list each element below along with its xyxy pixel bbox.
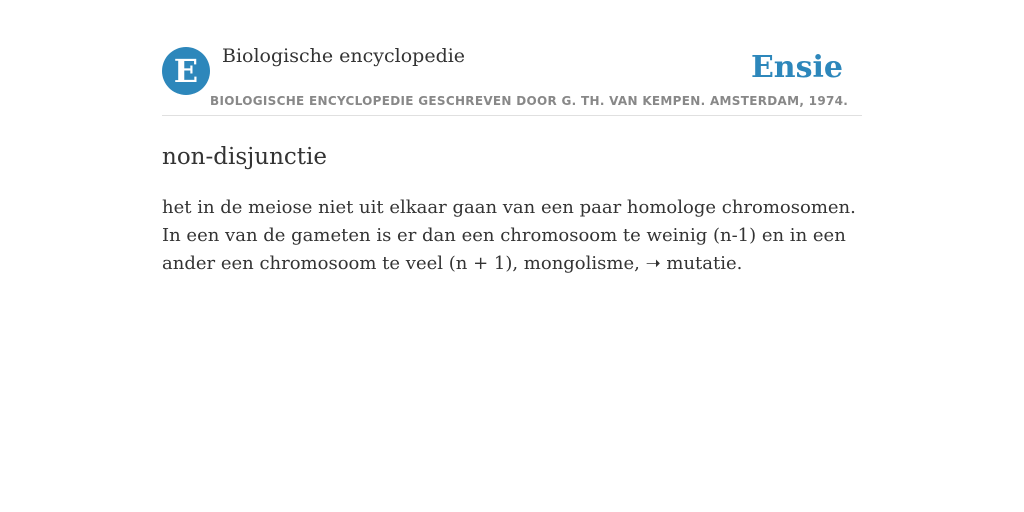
ensie-brand-link[interactable]: Ensie bbox=[750, 50, 843, 85]
mutatie-link[interactable]: mutatie bbox=[666, 253, 737, 274]
encyclopedia-logo-icon[interactable]: E bbox=[162, 47, 210, 95]
header bbox=[162, 0, 862, 116]
definition-end: . bbox=[736, 253, 743, 274]
entry-title: non-disjunctie bbox=[162, 144, 327, 170]
site-title-link[interactable]: Biologische encyclopedie bbox=[222, 45, 466, 67]
entry-definition bbox=[162, 194, 862, 278]
arrow-icon: ➝ bbox=[645, 253, 661, 274]
definition-text: het in de meiose niet uit elkaar gaan van een paar homologe chromosomen. In een van de gameten is er dan een chromosoom te weinig (n-1) en in een ander een chromosoom te veel (n + 1), mongolisme, bbox=[162, 197, 856, 274]
page-container bbox=[162, 0, 862, 278]
encyclopedia-subtitle: BIOLOGISCHE ENCYCLOPEDIE GESCHREVEN DOOR G. TH. VAN KEMPEN. AMSTERDAM, 1974. bbox=[210, 94, 849, 108]
